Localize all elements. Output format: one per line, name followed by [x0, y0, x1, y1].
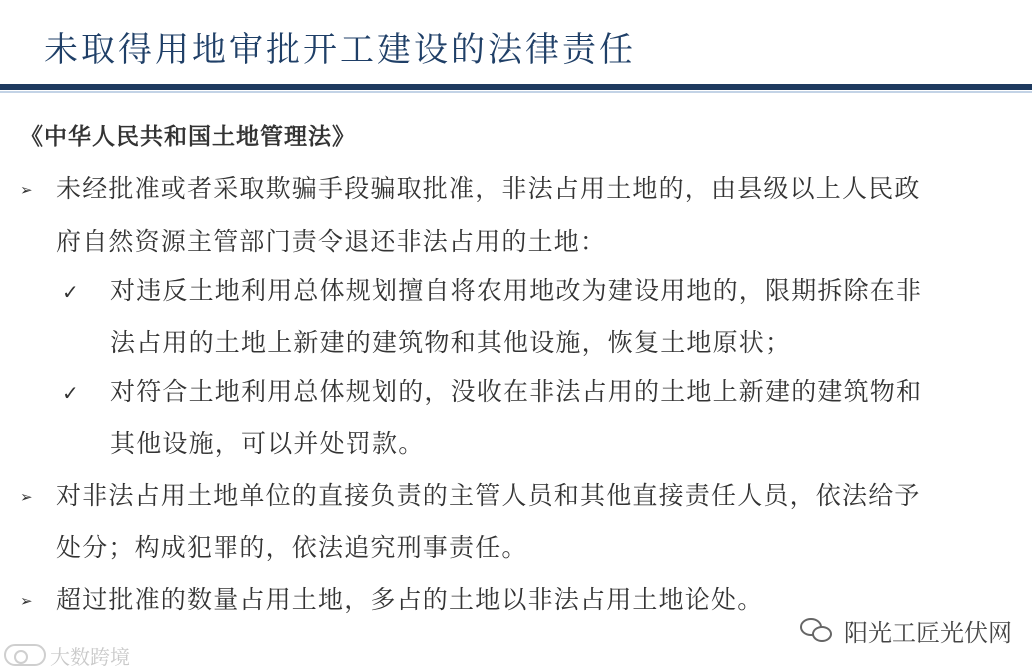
check-bullet-icon: ✓ [62, 280, 79, 304]
item-1-line-1: 未经批准或者采取欺骗手段骗取批准，非法占用土地的，由县级以上人民政 [56, 174, 921, 203]
arrow-bullet-icon: ➢ [20, 181, 33, 199]
watermark-left [4, 641, 130, 669]
watermark-left-text: 大数跨境 [50, 644, 130, 669]
item-3-line-1: 对符合土地利用总体规划的，没收在非法占用的土地上新建的建筑物和 [110, 377, 923, 406]
wechat-icon [800, 616, 834, 644]
item-4-line-2: 处分；构成犯罪的，依法追究刑事责任。 [56, 533, 528, 562]
item-1-line-2: 府自然资源主管部门责令退还非法占用的土地： [56, 227, 607, 256]
check-bullet-icon: ✓ [62, 381, 79, 405]
watermark-right-text: 阳光工匠光伏网 [844, 618, 1012, 647]
item-4-line-1: 对非法占用土地单位的直接负责的主管人员和其他直接责任人员，依法给予 [56, 481, 921, 510]
law-title: 《中华人民共和国土地管理法》 [20, 124, 356, 150]
arrow-bullet-icon: ➢ [20, 488, 33, 506]
watermark-logo-icon [4, 644, 46, 666]
arrow-bullet-icon: ➢ [20, 592, 33, 610]
item-2-line-1: 对违反土地利用总体规划擅自将农用地改为建设用地的，限期拆除在非 [110, 276, 923, 305]
item-3-line-2: 其他设施，可以并处罚款。 [110, 429, 425, 458]
watermark-right [800, 612, 1012, 648]
slide-title: 未取得用地审批开工建设的法律责任 [44, 30, 636, 70]
item-2-line-2: 法占用的土地上新建的建筑物和其他设施，恢复土地原状； [110, 328, 792, 357]
item-5-line-1: 超过批准的数量占用土地，多占的土地以非法占用土地论处。 [56, 585, 764, 614]
